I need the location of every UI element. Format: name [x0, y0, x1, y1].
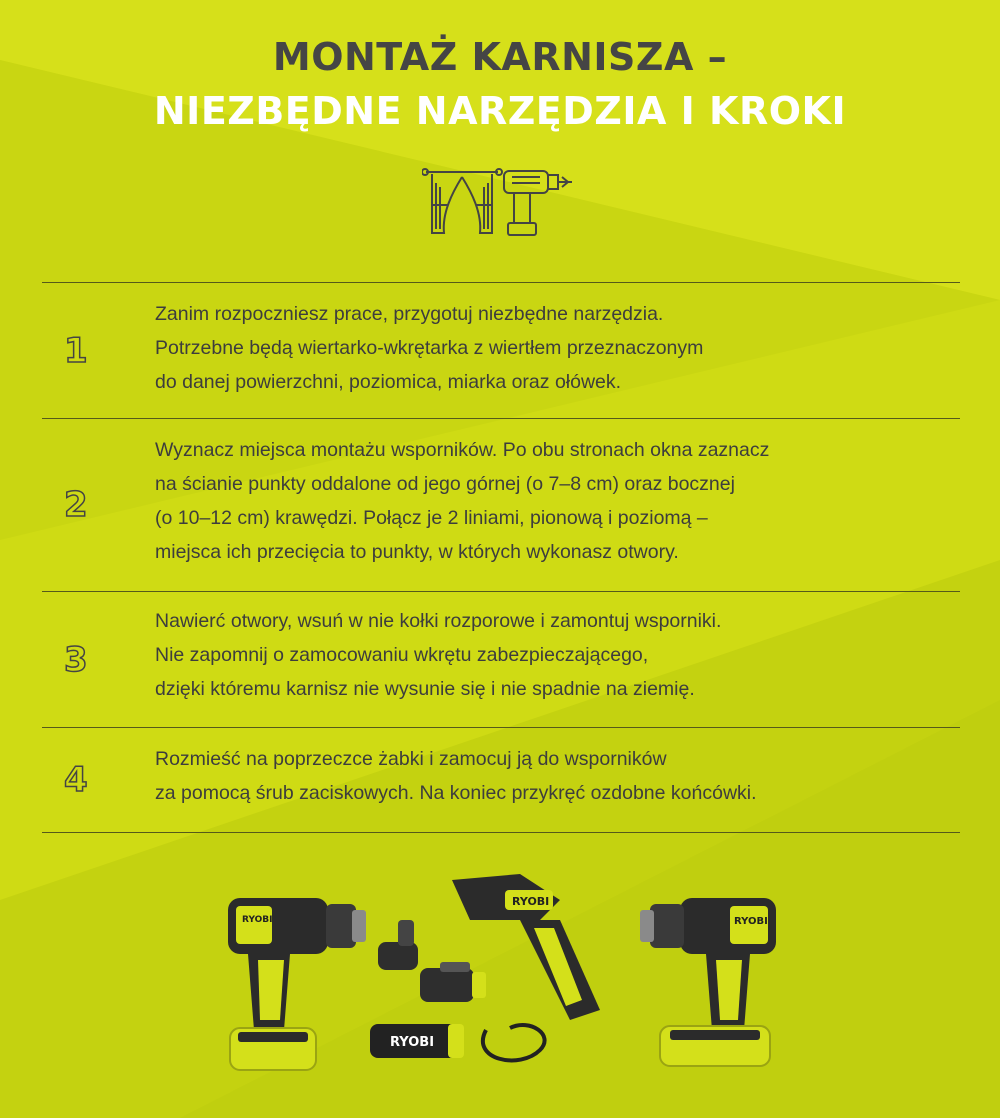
- step-1: [42, 282, 960, 418]
- brand-label: RYOBI: [390, 1035, 435, 1050]
- drill-icon: [504, 171, 572, 235]
- drill-driver-right: [640, 898, 776, 1066]
- step-text: Rozmieść na poprzeczce żabki i zamocuj ją do wsporników za pomocą śrub zaciskowych. Na koniec przykręć ozdobne końcówki.: [155, 748, 757, 804]
- step-text: Nawierć otwory, wsuń w nie kołki rozporowe i zamontuj wsporniki. Nie zapomnij o zamocowaniu wkrętu zabezpieczającego, dzięki któremu karnisz nie wysunie się i nie spadnie na ziemię.: [155, 610, 722, 700]
- step-number: 4: [64, 760, 88, 800]
- product-tools-image: [0, 860, 1000, 1118]
- step-text: Zanim rozpoczniesz prace, przygotuj niezbędne narzędzia. Potrzebne będą wiertarko-wkrętarka z wiertłem przeznaczonym do danej powierzchni, poziomica, miarka oraz ołówek.: [155, 303, 704, 393]
- drill-driver-left: [228, 898, 366, 1070]
- title-line-2: NIEZBĘDNE NARZĘDZIA I KROKI: [153, 89, 847, 133]
- cordless-screwdriver: [452, 874, 600, 1020]
- step-number: 1: [64, 330, 88, 371]
- step-2: [42, 418, 960, 591]
- battery: [370, 1024, 464, 1058]
- brand-label: RYOBI: [512, 895, 550, 908]
- curtain-icon: [422, 169, 502, 233]
- step-4: [42, 727, 960, 833]
- screwdriver-attachments: [378, 920, 486, 1002]
- step-number: 3: [64, 639, 88, 680]
- brand-label: RYOBI: [734, 916, 768, 927]
- step-text: Wyznacz miejsca montażu wsporników. Po obu stronach okna zaznacz na ścianie punkty oddalone od jego górnej (o 7–8 cm) oraz bocznej (o 10–12 cm) krawędzi. Połącz je 2 liniami, pionową i poziomą – miejsca ich przecięcia to punkty, w których wykonasz otwory.: [155, 439, 770, 563]
- header-icons: [422, 163, 582, 243]
- step-number: 2: [64, 485, 88, 525]
- step-3: [42, 591, 960, 727]
- title-line-1: MONTAŻ KARNISZA –: [272, 35, 728, 79]
- page-title: [0, 30, 1000, 138]
- usb-cable: [483, 1025, 545, 1060]
- brand-label: RYOBI: [242, 915, 273, 925]
- steps-list: [42, 282, 960, 833]
